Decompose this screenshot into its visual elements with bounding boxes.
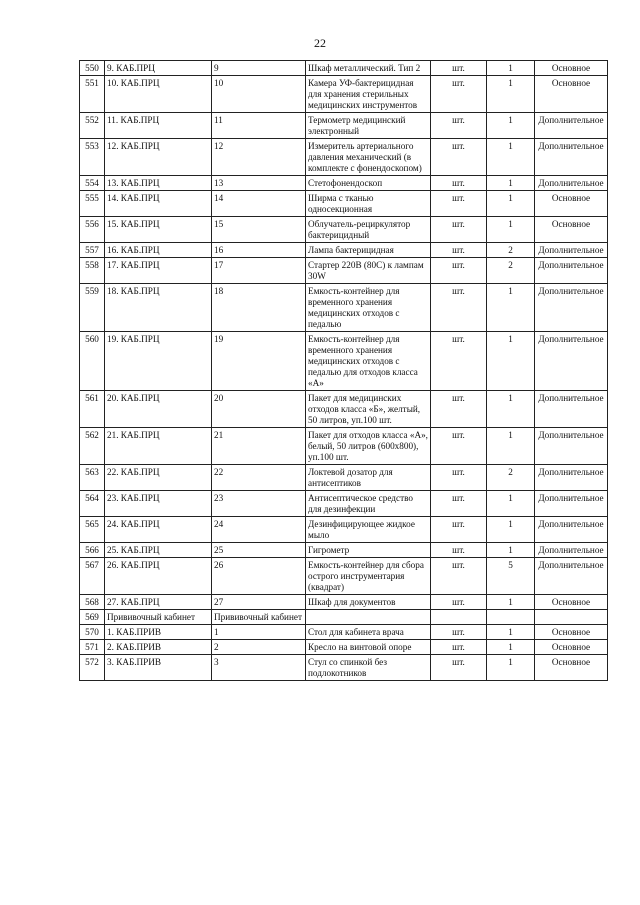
equipment-table xyxy=(79,60,608,681)
item-index: 9 xyxy=(212,61,306,76)
item-index: 19 xyxy=(212,332,306,391)
item-name: Шкаф металлический. Тип 2 xyxy=(306,61,431,76)
item-code: 14. КАБ.ПРЦ xyxy=(105,191,212,217)
item-quantity: 1 xyxy=(487,139,535,176)
item-index: Прививочный кабинет xyxy=(212,610,306,625)
table-row xyxy=(80,76,608,113)
item-category: Дополнительное xyxy=(535,543,608,558)
item-code: 3. КАБ.ПРИВ xyxy=(105,655,212,681)
table-row xyxy=(80,391,608,428)
item-name: Емкость-контейнер для временного хранения медицинских отходов с педалью для отходов класса «А» xyxy=(306,332,431,391)
item-code: 22. КАБ.ПРЦ xyxy=(105,465,212,491)
item-unit: шт. xyxy=(431,640,487,655)
item-category: Дополнительное xyxy=(535,428,608,465)
item-code: 15. КАБ.ПРЦ xyxy=(105,217,212,243)
table-row xyxy=(80,465,608,491)
item-code: 2. КАБ.ПРИВ xyxy=(105,640,212,655)
item-index: 11 xyxy=(212,113,306,139)
item-index: 13 xyxy=(212,176,306,191)
item-index: 12 xyxy=(212,139,306,176)
item-category: Основное xyxy=(535,595,608,610)
row-number: 563 xyxy=(80,465,105,491)
item-unit: шт. xyxy=(431,176,487,191)
row-number: 566 xyxy=(80,543,105,558)
item-quantity: 2 xyxy=(487,465,535,491)
item-unit: шт. xyxy=(431,391,487,428)
item-name xyxy=(306,610,431,625)
item-name: Емкость-контейнер для временного хранения медицинских отходов с педалью xyxy=(306,284,431,332)
row-number: 550 xyxy=(80,61,105,76)
table-row xyxy=(80,243,608,258)
item-index: 16 xyxy=(212,243,306,258)
item-name: Гигрометр xyxy=(306,543,431,558)
item-code: Прививочный кабинет xyxy=(105,610,212,625)
table-row xyxy=(80,191,608,217)
item-category: Основное xyxy=(535,655,608,681)
item-name: Лампа бактерицидная xyxy=(306,243,431,258)
item-unit: шт. xyxy=(431,655,487,681)
item-name: Кресло на винтовой опоре xyxy=(306,640,431,655)
item-quantity: 1 xyxy=(487,491,535,517)
item-code: 24. КАБ.ПРЦ xyxy=(105,517,212,543)
item-quantity xyxy=(487,610,535,625)
row-number: 567 xyxy=(80,558,105,595)
row-number: 551 xyxy=(80,76,105,113)
row-number: 561 xyxy=(80,391,105,428)
row-number: 568 xyxy=(80,595,105,610)
item-quantity: 2 xyxy=(487,258,535,284)
item-unit: шт. xyxy=(431,61,487,76)
item-index: 26 xyxy=(212,558,306,595)
item-index: 1 xyxy=(212,625,306,640)
equipment-table-body xyxy=(80,61,608,681)
item-quantity: 1 xyxy=(487,543,535,558)
row-number: 560 xyxy=(80,332,105,391)
table-row xyxy=(80,428,608,465)
table-row xyxy=(80,113,608,139)
item-index: 17 xyxy=(212,258,306,284)
item-code: 11. КАБ.ПРЦ xyxy=(105,113,212,139)
item-quantity: 1 xyxy=(487,217,535,243)
item-index: 27 xyxy=(212,595,306,610)
item-name: Термометр медицинский электронный xyxy=(306,113,431,139)
row-number: 562 xyxy=(80,428,105,465)
item-unit: шт. xyxy=(431,243,487,258)
item-quantity: 1 xyxy=(487,284,535,332)
item-unit: шт. xyxy=(431,258,487,284)
item-category: Дополнительное xyxy=(535,243,608,258)
item-unit: шт. xyxy=(431,491,487,517)
item-quantity: 1 xyxy=(487,61,535,76)
item-category: Основное xyxy=(535,217,608,243)
item-code: 17. КАБ.ПРЦ xyxy=(105,258,212,284)
item-unit: шт. xyxy=(431,595,487,610)
item-quantity: 1 xyxy=(487,391,535,428)
item-unit: шт. xyxy=(431,139,487,176)
table-row xyxy=(80,640,608,655)
item-quantity: 1 xyxy=(487,332,535,391)
table-row xyxy=(80,258,608,284)
item-quantity: 1 xyxy=(487,76,535,113)
item-unit: шт. xyxy=(431,543,487,558)
item-index: 3 xyxy=(212,655,306,681)
item-category: Дополнительное xyxy=(535,284,608,332)
item-index: 18 xyxy=(212,284,306,332)
item-category: Основное xyxy=(535,61,608,76)
item-index: 15 xyxy=(212,217,306,243)
item-quantity: 1 xyxy=(487,428,535,465)
table-row xyxy=(80,625,608,640)
item-quantity: 2 xyxy=(487,243,535,258)
row-number: 554 xyxy=(80,176,105,191)
row-number: 559 xyxy=(80,284,105,332)
item-index: 14 xyxy=(212,191,306,217)
item-index: 23 xyxy=(212,491,306,517)
item-code: 16. КАБ.ПРЦ xyxy=(105,243,212,258)
table-row xyxy=(80,61,608,76)
item-category: Дополнительное xyxy=(535,139,608,176)
item-quantity: 1 xyxy=(487,595,535,610)
item-category: Дополнительное xyxy=(535,465,608,491)
item-index: 10 xyxy=(212,76,306,113)
table-row xyxy=(80,595,608,610)
table-row xyxy=(80,176,608,191)
table-row xyxy=(80,284,608,332)
item-name: Ширма с тканью односекционная xyxy=(306,191,431,217)
item-category: Основное xyxy=(535,76,608,113)
item-category: Дополнительное xyxy=(535,517,608,543)
item-unit: шт. xyxy=(431,76,487,113)
row-number: 553 xyxy=(80,139,105,176)
item-quantity: 1 xyxy=(487,113,535,139)
row-number: 569 xyxy=(80,610,105,625)
item-index: 22 xyxy=(212,465,306,491)
item-name: Шкаф для документов xyxy=(306,595,431,610)
row-number: 571 xyxy=(80,640,105,655)
item-index: 2 xyxy=(212,640,306,655)
item-name: Пакет для отходов класса «А», белый, 50 литров (600х800), уп.100 шт. xyxy=(306,428,431,465)
item-category: Дополнительное xyxy=(535,391,608,428)
item-category: Основное xyxy=(535,191,608,217)
item-name: Облучатель-рециркулятор бактерицидный xyxy=(306,217,431,243)
item-index: 24 xyxy=(212,517,306,543)
item-unit: шт. xyxy=(431,517,487,543)
item-name: Пакет для медицинских отходов класса «Б», желтый, 50 литров, уп.100 шт. xyxy=(306,391,431,428)
row-number: 572 xyxy=(80,655,105,681)
item-quantity: 1 xyxy=(487,625,535,640)
table-row xyxy=(80,139,608,176)
item-quantity: 1 xyxy=(487,191,535,217)
row-number: 556 xyxy=(80,217,105,243)
item-unit: шт. xyxy=(431,558,487,595)
item-code: 13. КАБ.ПРЦ xyxy=(105,176,212,191)
item-unit: шт. xyxy=(431,191,487,217)
row-number: 564 xyxy=(80,491,105,517)
item-unit: шт. xyxy=(431,284,487,332)
item-category xyxy=(535,610,608,625)
item-unit: шт. xyxy=(431,217,487,243)
item-name: Емкость-контейнер для сбора острого инструментария (квадрат) xyxy=(306,558,431,595)
item-name: Стетофонендоскоп xyxy=(306,176,431,191)
row-number: 558 xyxy=(80,258,105,284)
item-category: Дополнительное xyxy=(535,558,608,595)
item-quantity: 5 xyxy=(487,558,535,595)
item-code: 10. КАБ.ПРЦ xyxy=(105,76,212,113)
item-index: 25 xyxy=(212,543,306,558)
table-row xyxy=(80,610,608,625)
item-name: Стол для кабинета врача xyxy=(306,625,431,640)
table-row xyxy=(80,491,608,517)
item-unit: шт. xyxy=(431,113,487,139)
item-code: 21. КАБ.ПРЦ xyxy=(105,428,212,465)
item-code: 26. КАБ.ПРЦ xyxy=(105,558,212,595)
item-quantity: 1 xyxy=(487,640,535,655)
item-category: Основное xyxy=(535,640,608,655)
item-unit: шт. xyxy=(431,465,487,491)
table-row xyxy=(80,558,608,595)
item-unit: шт. xyxy=(431,428,487,465)
item-name: Камера УФ-бактерицидная для хранения стерильных медицинских инструментов xyxy=(306,76,431,113)
item-code: 12. КАБ.ПРЦ xyxy=(105,139,212,176)
page-number: 22 xyxy=(314,36,326,50)
item-index: 20 xyxy=(212,391,306,428)
table-row xyxy=(80,655,608,681)
row-number: 557 xyxy=(80,243,105,258)
item-code: 19. КАБ.ПРЦ xyxy=(105,332,212,391)
row-number: 555 xyxy=(80,191,105,217)
item-code: 18. КАБ.ПРЦ xyxy=(105,284,212,332)
item-code: 27. КАБ.ПРЦ xyxy=(105,595,212,610)
table-row xyxy=(80,517,608,543)
item-category: Основное xyxy=(535,625,608,640)
item-name: Локтевой дозатор для антисептиков xyxy=(306,465,431,491)
item-quantity: 1 xyxy=(487,517,535,543)
table-row xyxy=(80,332,608,391)
item-unit: шт. xyxy=(431,625,487,640)
item-code: 25. КАБ.ПРЦ xyxy=(105,543,212,558)
item-code: 20. КАБ.ПРЦ xyxy=(105,391,212,428)
item-unit xyxy=(431,610,487,625)
item-code: 23. КАБ.ПРЦ xyxy=(105,491,212,517)
item-index: 21 xyxy=(212,428,306,465)
item-category: Дополнительное xyxy=(535,491,608,517)
item-name: Измеритель артериального давления механический (в комплекте с фонендоскопом) xyxy=(306,139,431,176)
item-category: Дополнительное xyxy=(535,113,608,139)
row-number: 565 xyxy=(80,517,105,543)
table-row xyxy=(80,543,608,558)
item-quantity: 1 xyxy=(487,655,535,681)
item-name: Дезинфицирующее жидкое мыло xyxy=(306,517,431,543)
item-quantity: 1 xyxy=(487,176,535,191)
item-unit: шт. xyxy=(431,332,487,391)
item-name: Стартер 220В (80С) к лампам 30W xyxy=(306,258,431,284)
item-name: Стул со спинкой без подлокотников xyxy=(306,655,431,681)
item-code: 9. КАБ.ПРЦ xyxy=(105,61,212,76)
row-number: 552 xyxy=(80,113,105,139)
table-row xyxy=(80,217,608,243)
item-name: Антисептическое средство для дезинфекции xyxy=(306,491,431,517)
item-category: Дополнительное xyxy=(535,176,608,191)
item-code: 1. КАБ.ПРИВ xyxy=(105,625,212,640)
item-category: Дополнительное xyxy=(535,258,608,284)
row-number: 570 xyxy=(80,625,105,640)
item-category: Дополнительное xyxy=(535,332,608,391)
